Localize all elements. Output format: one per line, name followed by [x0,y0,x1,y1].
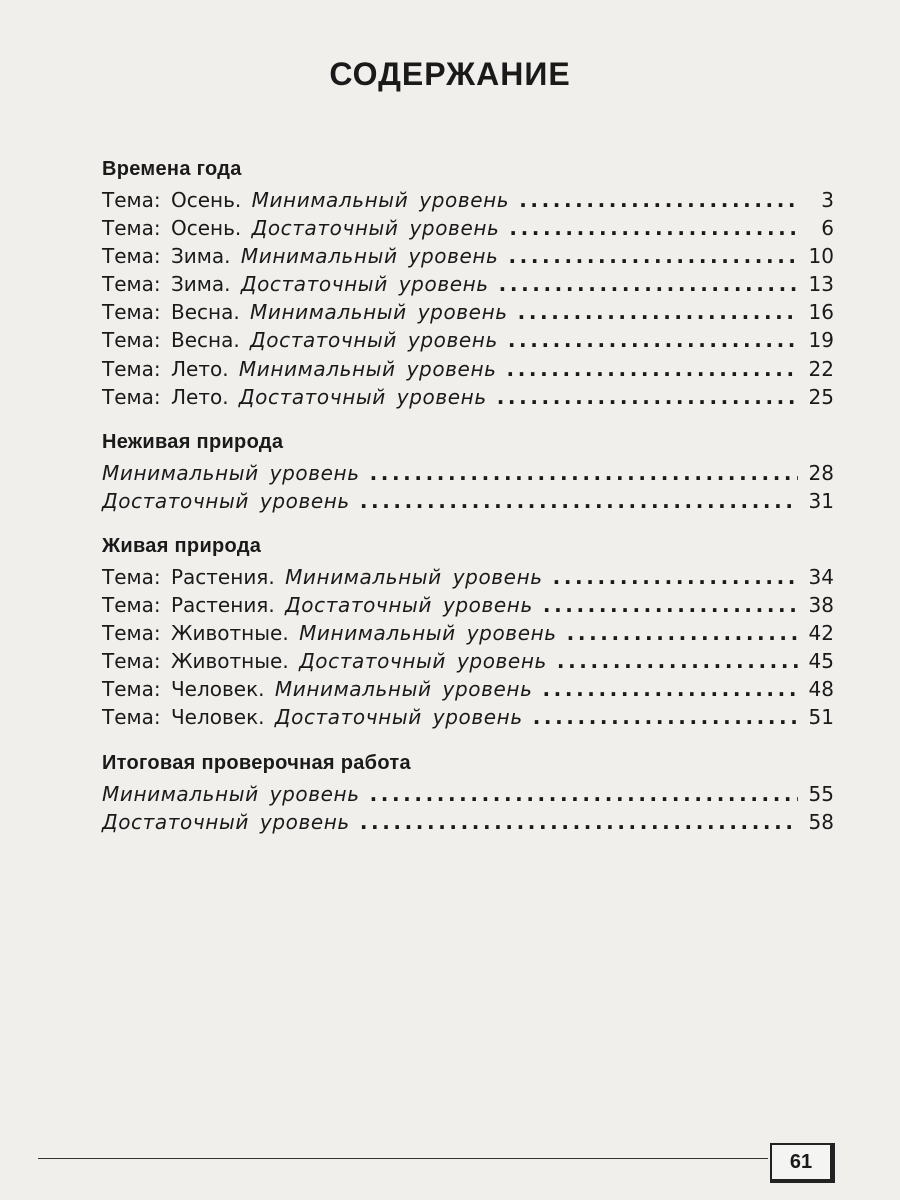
section-heading: Живая природа [102,534,262,557]
toc-entry[interactable] [102,591,834,619]
entry-prefix: Тема: [102,216,171,241]
toc-entry[interactable] [102,619,834,647]
section-heading: Неживая природа [102,430,284,453]
entry-topic: Лето. [170,356,239,381]
entry-level: Минимальный уровень [285,564,543,589]
entry-page-number: 31 [808,488,834,513]
entry-level: Минимальный уровень [251,188,510,212]
entry-prefix: Тема: [102,188,171,212]
toc-entry[interactable] [102,563,834,591]
entry-level: Достаточный уровень [251,216,500,241]
entry-prefix: Тема: [102,649,171,674]
entry-page-number: 42 [808,621,834,646]
footer-rule [38,1158,768,1159]
entry-page-number: 3 [821,188,834,212]
entry-page-number: 13 [808,272,834,297]
entry-topic: Растения. [170,564,286,589]
entry-topic: Лето. [170,384,239,409]
toc-entry[interactable] [102,326,834,354]
toc-entry[interactable] [102,242,834,270]
entry-level: Достаточный уровень [238,384,487,409]
entry-prefix: Тема: [102,705,171,730]
toc-entry[interactable] [102,214,834,242]
entry-page-number: 6 [821,216,834,241]
entry-level: Достаточный уровень [102,809,350,834]
entry-level: Минимальный уровень [299,621,557,646]
entry-level: Минимальный уровень [240,244,499,269]
entry-prefix: Тема: [102,593,171,618]
dot-leader [557,647,798,675]
section-heading: Времена года [102,158,242,180]
entry-prefix: Тема: [102,244,171,269]
dot-leader [567,619,798,647]
entry-topic: Весна. [170,300,251,325]
entry-topic: Зима. [170,244,241,269]
entry-page-number: 25 [808,384,834,409]
toc-section [102,152,834,411]
page-number: 61 [770,1143,835,1183]
entry-page-number: 45 [808,649,834,674]
dot-leader [360,487,798,515]
entry-page-number: 16 [808,300,834,325]
dot-leader [533,703,798,731]
toc-entry[interactable] [102,459,834,487]
entry-page-number: 19 [808,328,834,353]
entry-page-number: 58 [808,809,834,834]
entry-page-number: 22 [808,356,834,381]
entry-prefix: Тема: [102,384,171,409]
entry-level: Минимальный уровень [102,460,360,485]
dot-leader [507,355,798,383]
entry-level: Достаточный уровень [285,593,533,618]
toc-entry[interactable] [102,298,834,326]
dot-leader [518,298,798,326]
toc-entry[interactable] [102,675,834,703]
entry-prefix: Тема: [102,300,171,325]
entry-prefix: Тема: [102,621,171,646]
entry-prefix: Тема: [102,677,171,702]
dot-leader [543,591,798,619]
entry-topic: Человек. [170,705,275,730]
toc-entry[interactable] [102,355,834,383]
dot-leader [519,186,798,214]
dot-leader [499,270,798,298]
entry-topic: Растения. [170,593,286,618]
entry-level: Минимальный уровень [102,781,360,806]
toc-entry[interactable] [102,270,834,298]
toc-entry[interactable] [102,186,834,214]
entry-level: Достаточный уровень [299,649,547,674]
entry-level: Минимальный уровень [250,300,508,325]
entry-topic: Человек. [170,677,275,702]
entry-topic: Зима. [170,272,241,297]
dot-leader [508,242,798,270]
dot-leader [370,780,798,808]
dot-leader [370,459,798,487]
entry-page-number: 10 [808,244,834,269]
toc-entry[interactable] [102,703,834,731]
dot-leader [553,563,798,591]
toc-entry[interactable] [102,383,834,411]
dot-leader [497,383,798,411]
entry-topic: Осень. [170,216,252,241]
entry-prefix: Тема: [102,356,171,381]
entry-level: Достаточный уровень [240,272,489,297]
toc-entry[interactable] [102,487,834,515]
entry-topic: Осень. [170,188,252,212]
entry-level: Достаточный уровень [250,328,498,353]
entry-page-number: 28 [808,460,834,485]
entry-page-number: 55 [808,781,834,806]
toc-section [102,746,834,836]
entry-prefix: Тема: [102,564,171,589]
entry-level: Достаточный уровень [274,705,523,730]
toc-entry[interactable] [102,647,834,675]
toc-section [102,529,834,732]
table-of-contents [102,152,834,850]
entry-topic: Животные. [170,649,300,674]
entry-level: Минимальный уровень [238,356,497,381]
entry-topic: Весна. [170,328,251,353]
dot-leader [360,808,798,836]
toc-entry[interactable] [102,808,834,836]
dot-leader [508,326,798,354]
entry-page-number: 38 [808,593,834,618]
dot-leader [509,214,798,242]
dot-leader [542,675,798,703]
entry-page-number: 48 [808,677,834,702]
entry-page-number: 34 [808,564,834,589]
entry-topic: Животные. [170,621,300,646]
entry-prefix: Тема: [102,272,171,297]
entry-page-number: 51 [808,705,834,730]
entry-level: Минимальный уровень [274,677,533,702]
section-heading: Итоговая проверочная работа [102,751,411,774]
entry-level: Достаточный уровень [102,488,350,513]
toc-entry[interactable] [102,780,834,808]
entry-prefix: Тема: [102,328,171,353]
page-title: СОДЕРЖАНИЕ [329,56,571,92]
toc-section [102,425,834,515]
